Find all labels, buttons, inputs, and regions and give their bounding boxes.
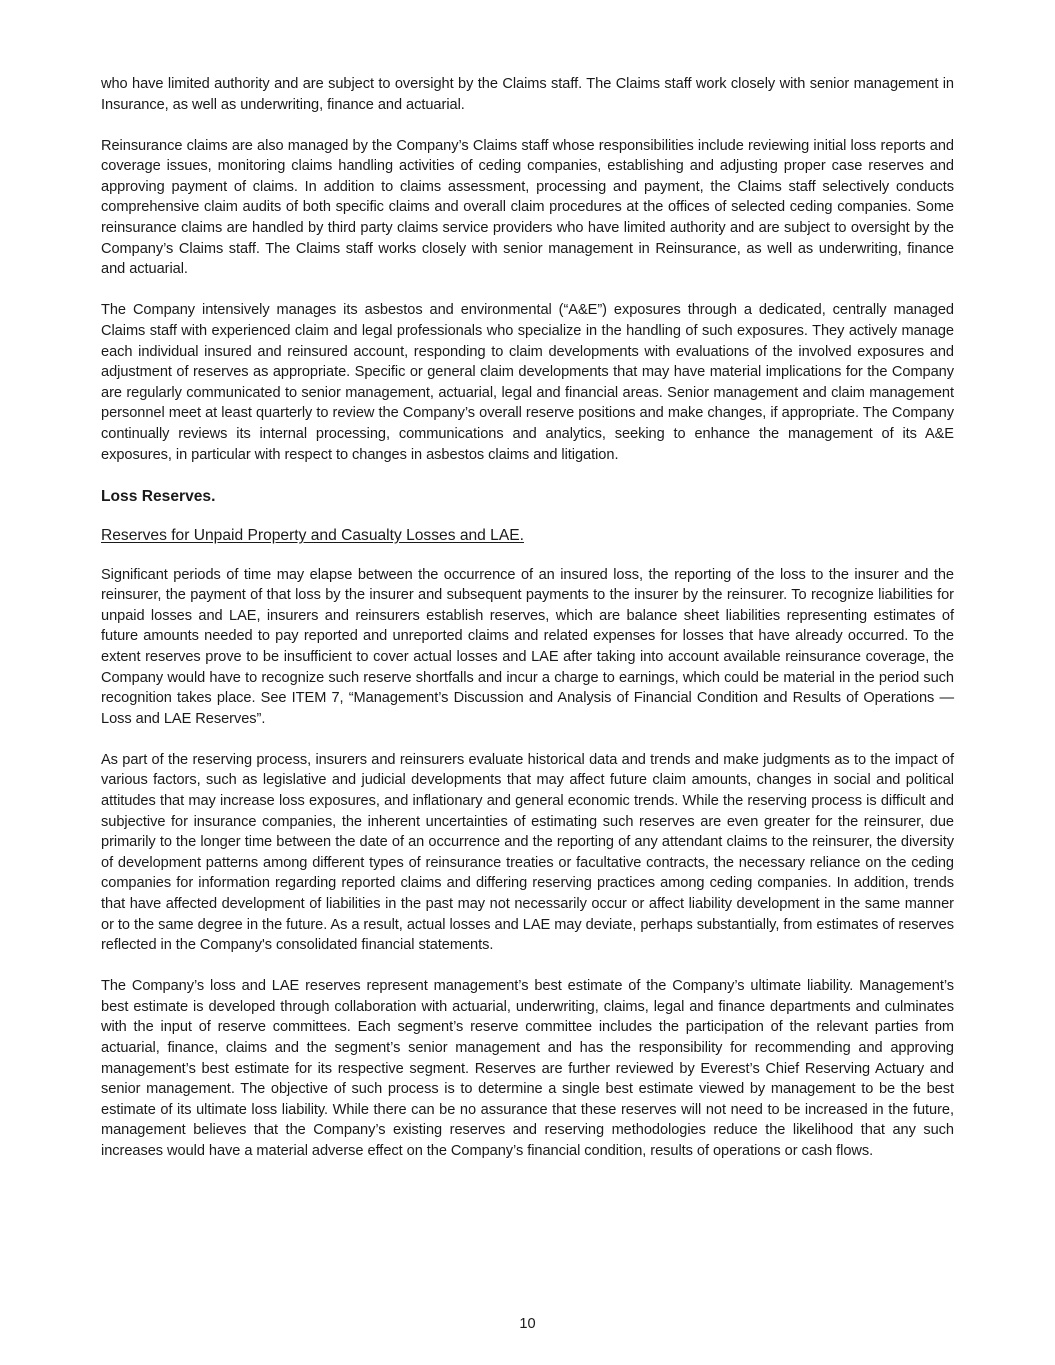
paragraph-ae-exposures: The Company intensively manages its asbestos and environmental (“A&E”) exposures through a dedicated, centrally managed Claims staff with experienced claim and legal professionals who specialize in the handling of such exposures. They actively manage each individual insured and reinsured account, responding to claim developments with evaluations of the involved exposures and adjustment of reserves as appropriate. Specific or general claim developments that may have material implications for the Company are regularly communicated to senior management, actuarial, legal and financial areas. Senior management and claim management personnel meet at least quarterly to review the Company’s overall reserve positions and make changes, if appropriate. The Company continually reviews its internal processing, communications and analytics, seeking to enhance the management of its A&E exposures, in particular with respect to changes in asbestos claims and litigation. [101, 302, 954, 463]
paragraph-best-estimate: The Company’s loss and LAE reserves represent management’s best estimate of the Company’s ultimate liability. Management’s best estimate is developed through collaboration with actuarial, underwriting, claims, legal and finance departments and culminates with the input of reserve committees. Each segment’s reserve committee includes the participation of the relevant parties from actuarial, finance, claims and the segment’s senior management and has the responsibility for recommending and approving management’s best estimate for its respective segment. Reserves are further reviewed by Everest’s Chief Reserving Actuary and senior management. The objective of such process is to determine a single best estimate viewed by management to be the best estimate of its ultimate loss liability. While there can be no assurance that these reserves will not need to be increased in the future, management believes that the Company’s existing reserves and reserving methodologies reduce the likelihood that any such increases would have a material adverse effect on the Company’s financial condition, results of operations or cash flows. [101, 978, 954, 1160]
document-page [101, 74, 954, 1182]
section-heading-loss-reserves: Loss Reserves. [101, 487, 216, 505]
page-number: 10 [519, 1316, 536, 1332]
paragraph-reserving-process: As part of the reserving process, insurers and reinsurers evaluate historical data and trends and make judgments as to the impact of various factors, such as legislative and judicial developments that may affect future claim amounts, changes in social and political attitudes that may increase loss exposures, and inflationary and general economic trends. While the reserving process is difficult and subjective for insurance companies, the inherent uncertainties of estimating such reserves are even greater for the reinsurer, due primarily to the longer time between the date of an occurrence and the reporting of any attendant claims to the reinsurer, the diversity of development patterns among different types of reinsurance treaties or facultative contracts, the necessary reliance on the ceding companies for information regarding reported claims and differing reserving practices among ceding companies. In addition, trends that have affected development of liabilities in the past may not necessarily occur or affect liability development in the same manner or to the same degree in the future. As a result, actual losses and LAE may deviate, perhaps substantially, from estimates of reserves reflected in the Company's consolidated financial statements. [101, 751, 954, 954]
paragraph-significant-periods: Significant periods of time may elapse between the occurrence of an insured loss, the reporting of the loss to the insurer and the reinsurer, the payment of that loss by the insurer and subsequent payments to the insurer by the reinsurer. To recognize liabilities for unpaid losses and LAE, insurers and reinsurers establish reserves, which are balance sheet liabilities representing estimates of future amounts needed to pay reported and unreported claims and related expenses for losses that have already occurred. To the extent reserves prove to be insufficient to cover actual losses and LAE after taking into account available reinsurance coverage, the Company would have to recognize such reserve shortfalls and incur a charge to earnings, which could be material in the period such recognition takes place. See ITEM 7, “Management’s Discussion and Analysis of Financial Condition and Results of Operations — Loss and LAE Reserves”. [101, 566, 954, 727]
paragraph-claims-oversight: who have limited authority and are subject to oversight by the Claims staff. The Claims staff work closely with senior management in Insurance, as well as underwriting, finance and actuarial. [101, 76, 954, 113]
subsection-heading-unpaid-reserves: Reserves for Unpaid Property and Casualty Losses and LAE. [101, 526, 524, 544]
paragraph-reinsurance-claims: Reinsurance claims are also managed by the Company’s Claims staff whose responsibilities include reviewing initial loss reports and coverage issues, monitoring claims handling activities of ceding companies, establishing and adjusting proper case reserves and approving payment of claims. In addition to claims assessment, processing and payment, the Claims staff selectively conducts comprehensive claim audits of both specific claims and overall claim procedures at the offices of selected ceding companies. Some reinsurance claims are handled by third party claims service providers who have limited authority and are subject to oversight by the Company’s Claims staff. The Claims staff works closely with senior management in Reinsurance, as well as underwriting, finance and actuarial. [101, 137, 954, 278]
